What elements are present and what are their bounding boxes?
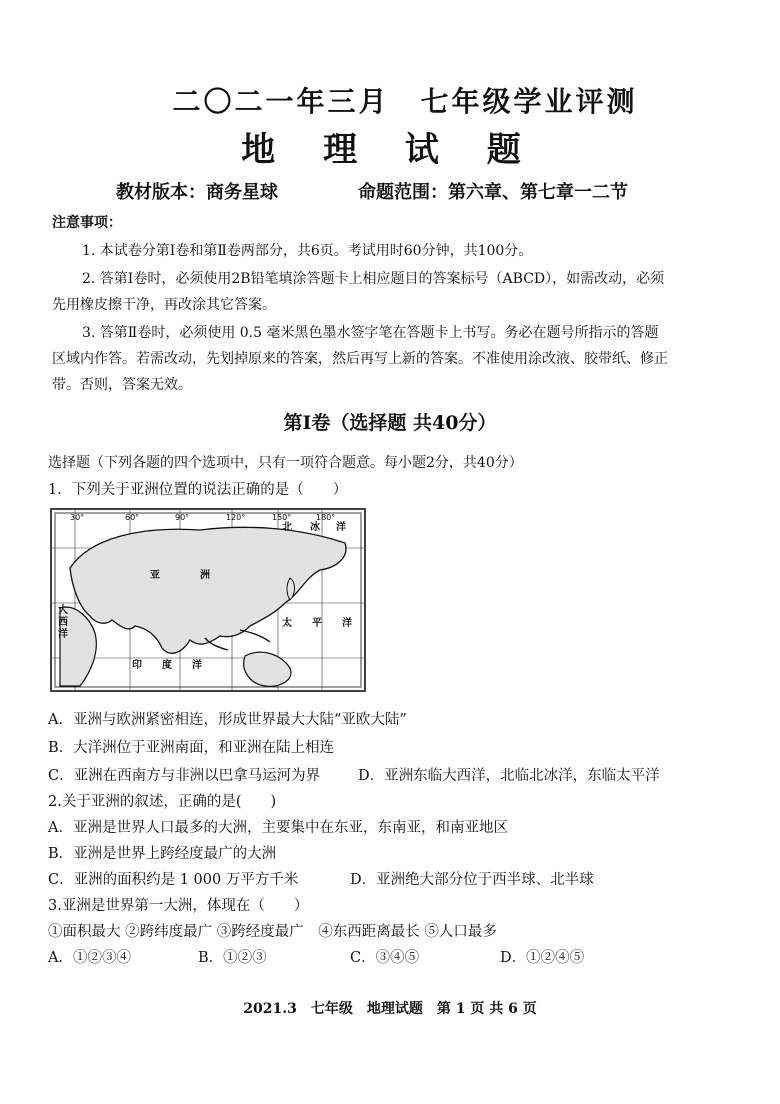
question-1-option-a: A．亚洲与欧洲紧密相连，形成世界最大大陆“亚欧大陆”	[48, 712, 407, 728]
asia-map	[50, 508, 366, 692]
lon-label-120: 120°	[226, 513, 246, 522]
question-2-option-d: D．亚洲绝大部分位于西半球、北半球	[350, 872, 594, 888]
notice-item-3-cont: 区域内作答。若需改动，先划掉原来的答案，然后再写上新的答案。不准使用涂改液、胶带纸、修正	[52, 351, 668, 367]
section-instructions: 选择题（下列各题的四个选项中，只有一项符合题意。每小题2分，共40分）	[48, 455, 523, 471]
map-label-xi1: 西	[58, 617, 68, 628]
question-1-option-d: D．亚洲东临大西洋，北临北冰洋，东临太平洋	[358, 768, 660, 784]
question-1-stem: 1．下列关于亚洲位置的说法正确的是（ ）	[48, 482, 348, 498]
lon-label-30: 30°	[70, 513, 85, 522]
question-3-option-c: C．③④⑤	[350, 950, 420, 966]
question-3-option-d: D．①②④⑤	[500, 950, 585, 966]
section-title: 第Ⅰ卷（选择题 共40分）	[283, 412, 497, 434]
map-label-yang2: 洋	[336, 522, 346, 533]
question-1-option-c: C．亚洲在西南方与非洲以巴拿马运河为界	[48, 768, 321, 784]
textbook-version: 教材版本：商务星球	[116, 182, 278, 203]
map-label-ping: 平	[312, 618, 322, 629]
notice-item-2-cont: 先用橡皮擦干净，再改涂其它答案。	[52, 297, 276, 313]
question-2-option-a: A．亚洲是世界人口最多的大洲，主要集中在东亚，东南亚，和南亚地区	[48, 820, 508, 836]
notice-item-3-end: 带。否则，答案无效。	[52, 377, 192, 393]
question-3-conditions: ①面积最大 ②跨纬度最广 ③跨经度最广 ④东西距离最长 ⑤人口最多	[48, 924, 497, 940]
question-3-option-a: A．①②③④	[48, 950, 131, 966]
notice-item-1: 1. 本试卷分第Ⅰ卷和第Ⅱ卷两部分，共6页。考试用时60分钟，共100分。	[82, 243, 533, 259]
map-label-ya: 亚	[150, 570, 160, 581]
map-label-yang1: 洋	[58, 629, 68, 640]
map-label-yang4: 洋	[192, 660, 202, 671]
exam-scope: 命题范围：第六章、第七章一二节	[358, 182, 628, 203]
page-footer: 2021.3 七年级 地理试题 第 1 页 共 6 页	[243, 1001, 537, 1017]
map-label-zhou: 洲	[200, 570, 210, 581]
question-2-option-b: B．亚洲是世界上跨经度最广的大洲	[48, 846, 277, 862]
question-3-option-b: B．①②③	[198, 950, 267, 966]
lon-label-180: 180°	[316, 513, 336, 522]
lon-label-150: 150°	[272, 513, 292, 522]
exam-title-line1: 二〇二一年三月 七年级学业评测	[172, 85, 638, 118]
exam-subject-title: 地 理 试 题	[241, 130, 539, 170]
map-label-yin: 印	[132, 660, 142, 671]
question-2-stem: 2.关于亚洲的叙述，正确的是( )	[48, 794, 277, 810]
question-1-option-b: B．大洋洲位于亚洲南面，和亚洲在陆上相连	[48, 740, 335, 756]
lon-label-60: 60°	[125, 513, 140, 522]
map-label-da: 大	[58, 605, 68, 616]
lon-label-90: 90°	[175, 513, 190, 522]
question-3-stem: 3.亚洲是世界第一大洲，体现在（ ）	[48, 898, 309, 914]
map-label-tai: 太	[282, 618, 292, 629]
map-label-bei: 北	[282, 522, 292, 533]
notice-item-2: 2. 答第Ⅰ卷时，必须使用2B铅笔填涂答题卡上相应题目的答案标号（ABCD），如需改动，必须	[82, 271, 665, 287]
map-label-yang3: 洋	[342, 618, 352, 629]
notice-title: 注意事项：	[52, 215, 122, 231]
notice-item-3: 3. 答第Ⅱ卷时，必须使用 0.5 毫米黑色墨水签字笔在答题卡上书写。务必在题号所指示的答题	[82, 325, 659, 341]
question-2-option-c: C．亚洲的面积约是 1 000 万平方千米	[48, 872, 299, 888]
map-label-du: 度	[162, 660, 172, 671]
map-label-bing: 冰	[310, 522, 320, 533]
